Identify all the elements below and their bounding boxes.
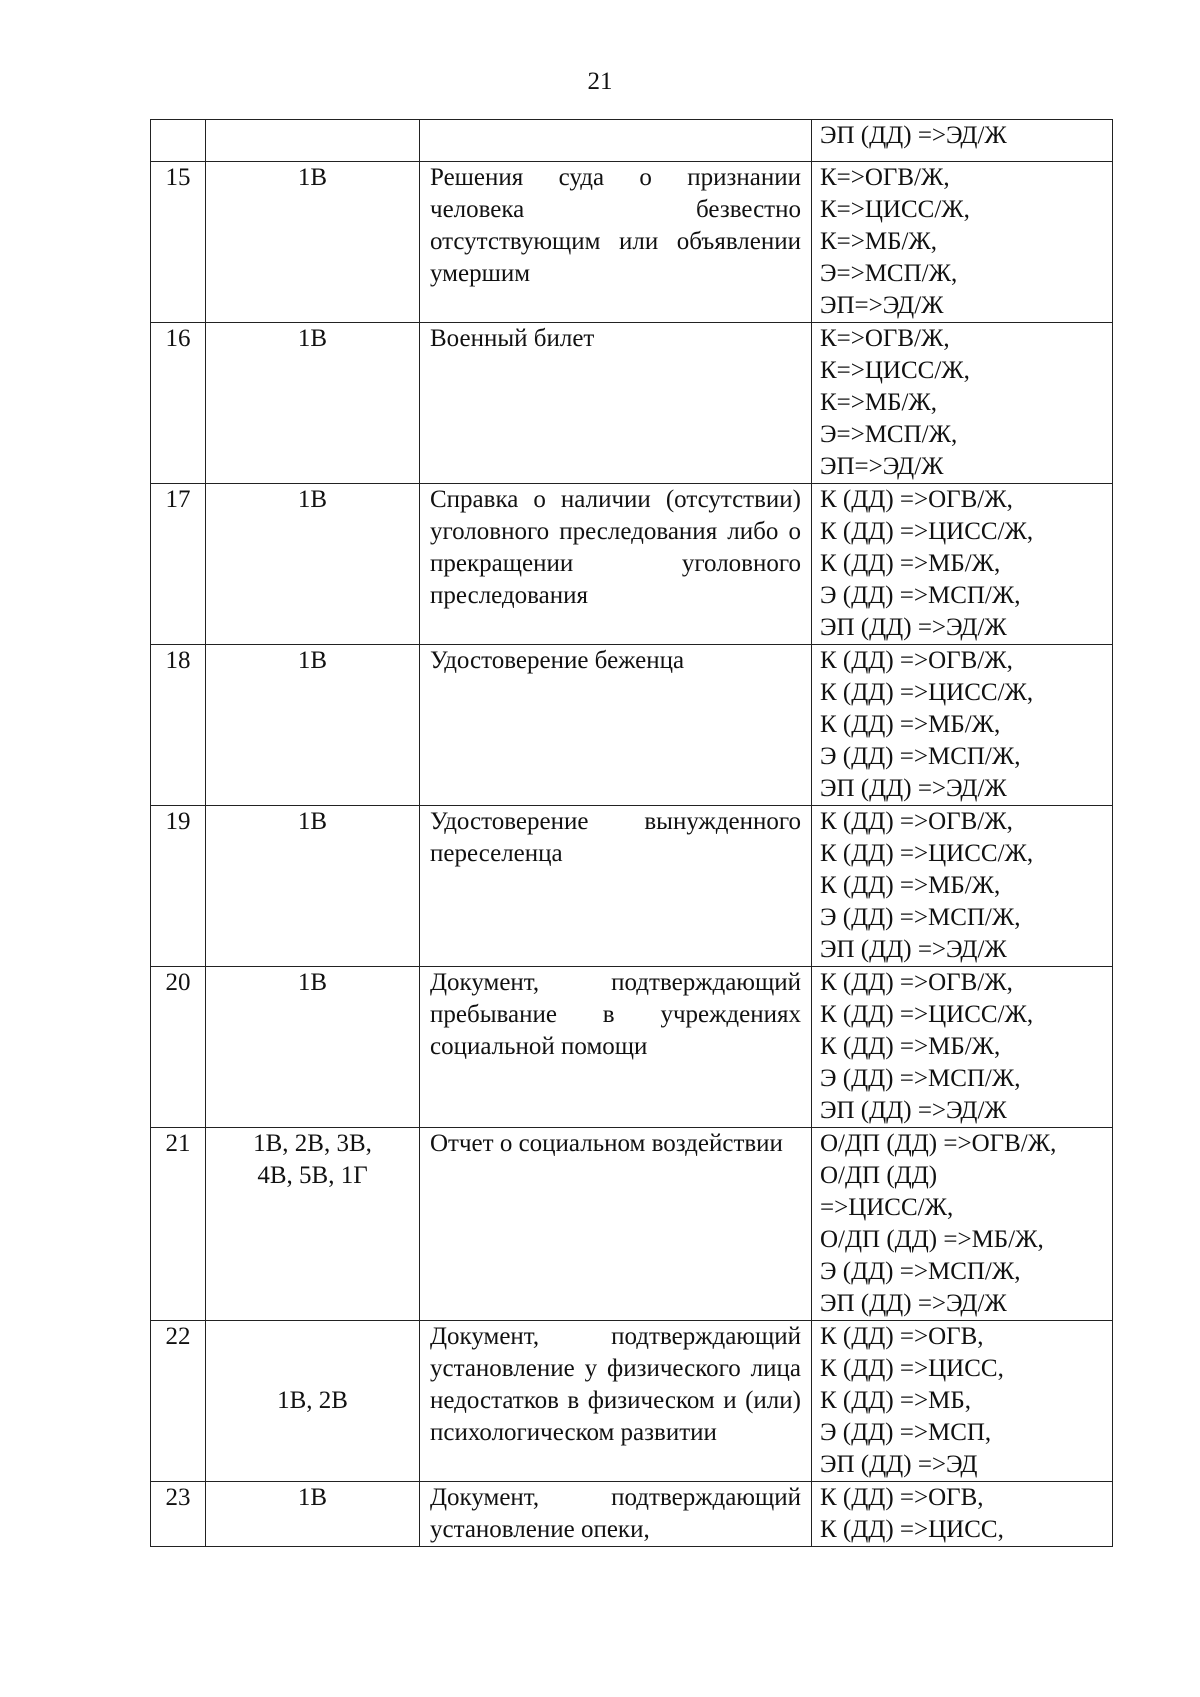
- row-codes: 1В: [206, 484, 420, 645]
- route-line: К (ДД) =>МБ,: [820, 1387, 971, 1414]
- row-document: [420, 806, 812, 967]
- row-codes: 1В: [206, 806, 420, 967]
- table-row: [151, 484, 1113, 645]
- row-codes: 1В: [206, 1482, 420, 1547]
- table-row: [151, 806, 1113, 967]
- row-document: [420, 1128, 812, 1321]
- row-number: 18: [151, 645, 206, 806]
- route-line: Э (ДД) =>МСП/Ж,: [820, 582, 1021, 609]
- document-text: Документ, подтверждающий установление у физического лица недостатков в физическом и (или) психологическом развитии: [430, 1323, 801, 1446]
- row-routes: [812, 967, 1113, 1128]
- route-line: ЭП=>ЭД/Ж: [820, 453, 944, 480]
- row-codes: 1В: [206, 645, 420, 806]
- row-document: [420, 1321, 812, 1482]
- document-text: Решения суда о признании человека безвестно отсутствующим или объявлении умершим: [430, 164, 801, 287]
- row-number: 22: [151, 1321, 206, 1482]
- document-text: Военный билет: [430, 325, 595, 352]
- document-text: Документ, подтверждающий пребывание в учреждениях социальной помощи: [430, 969, 801, 1060]
- route-line: ЭП (ДД) =>ЭД/Ж: [820, 1290, 1007, 1317]
- row-routes: [812, 323, 1113, 484]
- row-number: 20: [151, 967, 206, 1128]
- row-routes: [812, 162, 1113, 323]
- route-line: К (ДД) =>ЦИСС/Ж,: [820, 518, 1034, 545]
- route-line: Э (ДД) =>МСП/Ж,: [820, 743, 1021, 770]
- route-line: К (ДД) =>ОГВ,: [820, 1484, 984, 1511]
- route-line: К (ДД) =>МБ/Ж,: [820, 550, 1001, 577]
- row-document: [420, 162, 812, 323]
- route-line: ЭП=>ЭД/Ж: [820, 292, 944, 319]
- route-line: Э (ДД) =>МСП,: [820, 1419, 992, 1446]
- route-line: ЭП (ДД) =>ЭД/Ж: [820, 614, 1007, 641]
- route-line: К=>МБ/Ж,: [820, 228, 938, 255]
- route-line: К (ДД) =>ОГВ/Ж,: [820, 969, 1013, 996]
- route-line: К (ДД) =>ЦИСС,: [820, 1355, 1004, 1382]
- route-line: К (ДД) =>ОГВ/Ж,: [820, 808, 1013, 835]
- route-line: К=>ЦИСС/Ж,: [820, 357, 970, 384]
- document-text: Справка о наличии (отсутствии) уголовного преследования либо о прекращении уголовного преследования: [430, 486, 801, 609]
- row-codes: 1В: [206, 323, 420, 484]
- route-line: К (ДД) =>ЦИСС/Ж,: [820, 679, 1034, 706]
- route-line: К=>ОГВ/Ж,: [820, 164, 950, 191]
- route-line: К (ДД) =>ОГВ/Ж,: [820, 647, 1013, 674]
- row-routes: [812, 1321, 1113, 1482]
- table-row: [151, 1482, 1113, 1547]
- row-routes: [812, 1128, 1113, 1321]
- row-document: [420, 484, 812, 645]
- row-number: 15: [151, 162, 206, 323]
- route-line: К (ДД) =>ЦИСС/Ж,: [820, 840, 1034, 867]
- table-row: [151, 1128, 1113, 1321]
- document-text: Удостоверение вынужденного переселенца: [430, 808, 801, 867]
- row-document: [420, 1482, 812, 1547]
- route-line: О/ДП (ДД) =>МБ/Ж,: [820, 1226, 1044, 1253]
- route-line: К (ДД) =>ОГВ/Ж,: [820, 486, 1013, 513]
- route-line: Э (ДД) =>МСП/Ж,: [820, 1065, 1021, 1092]
- table-row: [151, 162, 1113, 323]
- route-line: К (ДД) =>МБ/Ж,: [820, 711, 1001, 738]
- table-row: [151, 645, 1113, 806]
- route-line: К (ДД) =>МБ/Ж,: [820, 1033, 1001, 1060]
- route-line: Э (ДД) =>МСП/Ж,: [820, 904, 1021, 931]
- route-line: ЭП (ДД) =>ЭД/Ж: [820, 775, 1007, 802]
- row-codes: 1В: [206, 967, 420, 1128]
- route-line: К=>ЦИСС/Ж,: [820, 196, 970, 223]
- route-line: К (ДД) =>ОГВ,: [820, 1323, 984, 1350]
- table-row: [151, 323, 1113, 484]
- route-line: ЭП (ДД) =>ЭД/Ж: [820, 122, 1007, 149]
- row-codes: 1В: [206, 162, 420, 323]
- row-number: 16: [151, 323, 206, 484]
- row-number: 19: [151, 806, 206, 967]
- row-document: [420, 967, 812, 1128]
- route-line: ЭП (ДД) =>ЭД: [820, 1451, 978, 1478]
- route-line: К (ДД) =>ЦИСС/Ж,: [820, 1001, 1034, 1028]
- row-codes: [206, 120, 420, 162]
- route-line: К (ДД) =>МБ/Ж,: [820, 872, 1001, 899]
- row-document: [420, 323, 812, 484]
- route-line: К=>ОГВ/Ж,: [820, 325, 950, 352]
- route-line: ЭП (ДД) =>ЭД/Ж: [820, 1097, 1007, 1124]
- page-number: 21: [587, 68, 613, 95]
- route-line: =>ЦИСС/Ж,: [820, 1194, 954, 1221]
- route-line: ЭП (ДД) =>ЭД/Ж: [820, 936, 1007, 963]
- row-document: [420, 645, 812, 806]
- table-row: [151, 120, 1113, 162]
- row-number: [151, 120, 206, 162]
- row-codes: 1В, 2В, 3В, 4В, 5В, 1Г: [206, 1128, 420, 1321]
- table-row: [151, 967, 1113, 1128]
- route-line: О/ДП (ДД): [820, 1162, 938, 1189]
- row-routes: [812, 645, 1113, 806]
- route-line: К=>МБ/Ж,: [820, 389, 938, 416]
- row-routes: [812, 806, 1113, 967]
- table-body: [151, 120, 1113, 1547]
- row-routes: [812, 120, 1113, 162]
- route-line: О/ДП (ДД) =>ОГВ/Ж,: [820, 1130, 1057, 1157]
- document-text: Удостоверение беженца: [430, 647, 685, 674]
- row-number: 23: [151, 1482, 206, 1547]
- route-line: Э=>МСП/Ж,: [820, 260, 958, 287]
- row-routes: [812, 484, 1113, 645]
- document-text: Отчет о социальном воздействии: [430, 1130, 783, 1157]
- document-table: [150, 119, 1113, 1547]
- row-document: [420, 120, 812, 162]
- route-line: К (ДД) =>ЦИСС,: [820, 1516, 1004, 1543]
- document-text: Документ, подтверждающий установление опеки,: [430, 1484, 801, 1543]
- row-number: 21: [151, 1128, 206, 1321]
- route-line: Э (ДД) =>МСП/Ж,: [820, 1258, 1021, 1285]
- row-routes: [812, 1482, 1113, 1547]
- row-codes: 1В, 2В: [206, 1321, 420, 1482]
- table-row: [151, 1321, 1113, 1482]
- row-number: 17: [151, 484, 206, 645]
- route-line: Э=>МСП/Ж,: [820, 421, 958, 448]
